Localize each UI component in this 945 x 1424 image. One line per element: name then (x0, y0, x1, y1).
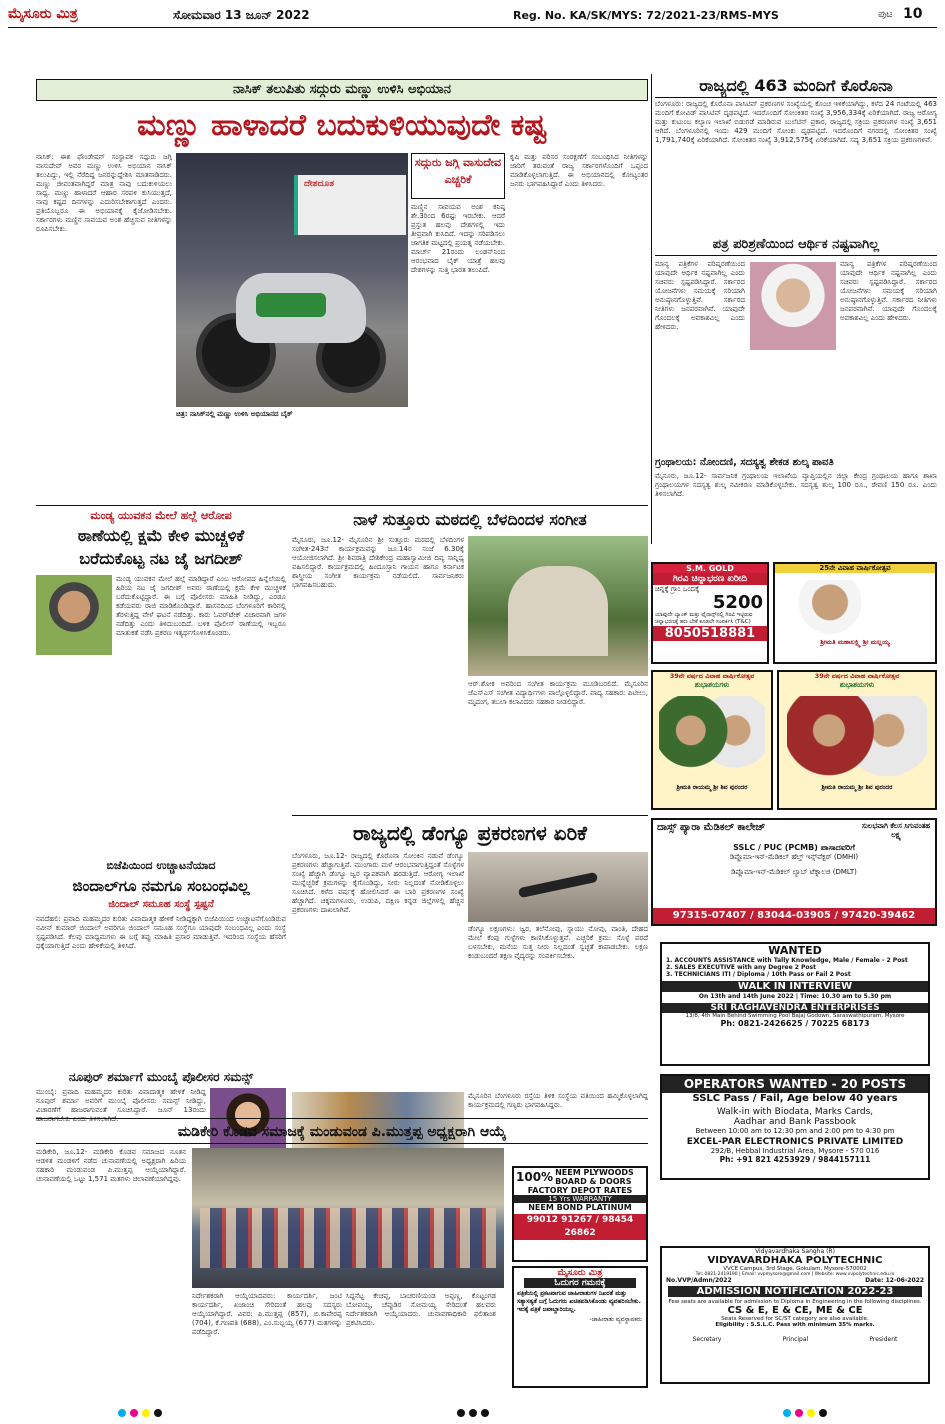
madikeri-col-1 (36, 1148, 186, 1388)
corona-body-text: ಬೆಂಗಳೂರು: ರಾಜ್ಯದಲ್ಲಿ ಕೊರೊನಾ ಪಾಸಿಟಿವ್ ಪ್ರಕರಣಗಳ ಸಂಖ್ಯೆಯಲ್ಲಿ ಕೊಂಚ ಇಳಿಕೆಯಾಗಿದ್ದು, ಕಳೆದ 24 ಗಂಟೆಯಲ್ಲಿ 463 ಮಂದಿಗೆ ಕೋವಿಡ್ ಪಾಸಿಟಿವ್ ದೃಢಪಟ್ಟಿದೆ. ಇದರೊಂದಿಗೆ ಸೋಂಕಿತರ ಸಂಖ್ಯೆ 3,956,334ಕ್ಕೆ ಏರಿಕೆಯಾಗಿದೆ. ರಾಜ್ಯ ಆರೋಗ್ಯ ಮತ್ತು ಕುಟುಂಬ ಕಲ್ಯಾಣ ಇಲಾಖೆ ಬಿಡುಗಡೆ ಮಾಡಿರುವ ಬುಲೆಟಿನ್ ಪ್ರಕಾರ, ರಾಜ್ಯದಲ್ಲಿ ಸಕ್ರಿಯ ಪ್ರಕರಣಗಳ ಸಂಖ್ಯೆ 3,651 ಆಗಿದೆ. ಬೆಂಗಳೂರಿನಲ್ಲಿ ಇಂದು 429 ಮಂದಿಗೆ ಸೋಂಕು ದೃಢಪಟ್ಟಿದೆ. ಇದರೊಂದಿಗೆ ನಗರದಲ್ಲಿ ಸೋಂಕಿತರ ಸಂಖ್ಯೆ 1,791,740ಕ್ಕೆ ಏರಿಕೆಯಾಗಿದೆ. ಸೋಂಕಿತರ ಸಂಖ್ಯೆ 3,912,575ಕ್ಕೆ ಏರಿಕೆಯಾಗಿದೆ. ಸದ್ಯ 3,651 ಸಕ್ರಿಯ ಪ್ರಕರಣಗಳಿವೆ. (655, 100, 937, 144)
wanted-address: 13/8, 4th Main Behind Swimming Pool Bajaj Godown, Saraswathipuram, Mysore (685, 1013, 905, 1019)
anniv2-subtitle: ಶುಭಾಶಯಗಳು (694, 681, 730, 689)
neem-line-3: FACTORY DEPOT RATES (527, 1186, 633, 1195)
lead-col-4 (510, 153, 648, 501)
paper-name: ಮೈಸೂರು ಮಿತ್ರ (8, 6, 78, 22)
dass-title: ದಾಸ್ಸ್ ಪ್ಯಾರಾ ಮೆಡಿಕಲ್ ಕಾಲೇಜ್ (657, 822, 766, 833)
page-number: 10 (903, 6, 923, 22)
library-body (655, 472, 937, 542)
anniv1-title: 25ನೇ ವಿವಾಹ ವಾರ್ಷಿಕೋತ್ಸವ (775, 564, 935, 573)
anniv3-names: ಶ್ರೀಮತಿ ರಾಯಮ್ಮ ಶ್ರೀ ಶಿವ ಪುರಂದರ (821, 784, 893, 791)
jindal-subhead: ಜಿಂದಾಲ್ ಸಮೂಹ ಸಂಸ್ಥೆ ಸ್ಪಷ್ಟನೆ (108, 899, 214, 910)
anniv3-title: 39ನೇ ವರ್ಷದ ವಿವಾಹ ವಾರ್ಷಿಕೋತ್ಸವ (814, 672, 900, 680)
neem-line-2: BOARD & DOORS (555, 1177, 632, 1186)
dass-phones: 97315-07407 / 83044-03905 / 97420-39462 (653, 908, 935, 924)
anniv1-photo (791, 580, 921, 636)
wanted-title: WANTED (768, 944, 822, 957)
vvp-title: ADMISSION NOTIFICATION 2022-23 (668, 1286, 922, 1297)
lead-col-2-text: ಮಣ್ಣಿನ ಸಾವಯವ ಅಂಶ ಕನಿಷ್ಠ ಶೇ.3ರಿಂದ 6ರಷ್ಟು ಇರಬೇಕು. ಆದರೆ ಪ್ರಸ್ತುತ ಹಲವು ದೇಶಗಳಲ್ಲಿ ಇದು ತೀವ್ರವಾಗಿ ಕುಸಿದಿದೆ. ಇದನ್ನು ಸರಿಪಡಿಸಲು ಜಾಗತಿಕ ಮಟ್ಟದಲ್ಲಿ ಪ್ರಯತ್ನ ನಡೆಯಬೇಕು. ಮಾರ್ಚ್ 21ರಂದು ಲಂಡನ್‌ನಿಂದ ಆರಂಭವಾದ ಬೈಕ್ ಯಾತ್ರೆ ಹಲವು ದೇಶಗಳನ್ನು ಸುತ್ತಿ ಭಾರತ ತಲುಪಿದೆ. (411, 203, 505, 274)
sutturu-headline: ನಾಳೆ ಸುತ್ತೂರು ಮಠದಲ್ಲಿ ಬೆಳದಿಂದಳ ಸಂಗೀತ (353, 510, 587, 529)
masthead (8, 4, 937, 28)
smgold-name: S.M. GOLD (653, 564, 767, 573)
vvp-name: VIDYAVARDHAKA POLYTECHNIC (707, 1255, 883, 1266)
vvp-principal: Principal (782, 1336, 809, 1343)
dass-tag: ಸುಲಭವಾಗಿ ಕೆಲಸ ಸಿಗುವಂತಹ ಲಕ್ಷ್ಯ (861, 822, 931, 839)
pollution-col-2 (840, 260, 937, 450)
dass-college-ad[interactable] (651, 818, 937, 926)
sidebar-title: ಸದ್ಗುರು ಜಗ್ಗಿ ವಾಸುದೇವ ಎಚ್ಚರಿಕೆ (414, 156, 502, 186)
sutturu-photo (468, 536, 648, 676)
banner-text: ದೇಶದೂತ (304, 179, 335, 189)
operators-phone: Ph: +91 821 4253929 / 9844157111 (719, 1155, 871, 1164)
operators-sub: SSLC Pass / Fail, Age below 40 years (692, 1093, 898, 1104)
neem-line-5: NEEM BOND PLATINUM (528, 1203, 632, 1212)
operators-line-2: Aadhar and Bank Passbook (733, 1117, 857, 1127)
madikeri-col-3-text: ಸಿದ್ದನೆಟ್ಟ ಕೇಚಪ್ಪ, ಬಾಚರಣಿಯಂಡ ಅಪ್ಪಣ್ಣ, ಕೊಟ್ಟಂಗಡ ಬೋಪಯ್ಯ, ಚೆಪ್ಪುಡಿರ ಸೋಮಯ್ಯ ಸೇರಿದಂತೆ ಹಲವರು ನಿರ್ದೇಶಕರಾಗಿ ಆಯ್ಕೆಯಾದರು. ಚುನಾವಣಾಧಿಕಾರಿ ಫಲಿತಾಂಶ ಪ್ರಕಟಿಸಿದರು. (346, 1292, 496, 1327)
neem-line-1: NEEM PLYWOODS (555, 1168, 634, 1177)
operators-address: 292/B, Hebbal Industrial Area, Mysore - 570 016 (710, 1147, 880, 1155)
pollution-body-text-2: ಮಾನ್ಯ ಪತ್ರಿಕೆಗಳ ಪರಿಷ್ಕರಣೆಯಿಂದ ಯಾವುದೇ ಆರ್ಥಿಕ ನಷ್ಟವಾಗಿಲ್ಲ ಎಂದು ಸಚಿವರು ಸ್ಪಷ್ಟಪಡಿಸಿದ್ದಾರೆ. ಸರ್ಕಾರದ ಯೋಜನೆಗಳು ಸಮಯಕ್ಕೆ ಸರಿಯಾಗಿ ಅನುಷ್ಠಾನಗೊಳ್ಳುತ್ತಿವೆ. ಸರ್ಕಾರದ ನೀತಿಗಳು ಜನಪರವಾಗಿವೆ. ಯಾವುದೇ ಗೊಂದಲಕ್ಕೆ ಅವಕಾಶವಿಲ್ಲ ಎಂದು ಹೇಳಿದರು. (840, 260, 937, 322)
wanted-phone: Ph: 0821-2426625 / 70225 68173 (720, 1019, 870, 1028)
jagadish-headline-1: ಠಾಣೆಯಲ್ಲಿ ಕ್ಷಮೆ ಕೇಳಿ ಮುಚ್ಚಳಿಕೆ (77, 526, 245, 545)
dass-line-1: SSLC / PUC (PCMB) ಪಾಸಾದವರಿಗೆ (733, 843, 855, 852)
smgold-ad[interactable] (651, 562, 769, 664)
print-register-marks (0, 1402, 945, 1414)
madikeri-col-2 (192, 1292, 342, 1388)
vvp-ref-no: No.VVP/Admn/2022 (666, 1277, 732, 1284)
lead-col-2 (176, 410, 408, 501)
sutturu-col-2 (468, 680, 648, 810)
library-subhead: ಗ್ರಂಥಾಲಯ: ನೋಂದಣಿ, ಸದಸ್ಯತ್ವ ಶೇಕಡ ಶುಲ್ಕ ಪಾವತಿ (655, 457, 834, 468)
notice-title: ಓದುಗರ ಗಮನಕ್ಕೆ (524, 1278, 636, 1288)
dengue-body-2 (468, 925, 648, 1088)
section-rule (36, 505, 648, 506)
sidebar-box (411, 153, 505, 199)
vvp-line-1: Few seats are available for admission to Diploma in Engineering in the following disciplines. (668, 1299, 922, 1305)
dass-line-2: ಡಿಪ್ಲೊಮಾ-ಇನ್-ಮೆಡಿಕಲ್ ಹೆಲ್ತ್ ಇನ್ಸ್‌ಪೆಕ್ಟರ್ (DMHI) (729, 853, 859, 861)
lead-kicker-text: ನಾಸಿಕ್ ತಲುಪಿತು ಸದ್ಗುರು ಮಣ್ಣು ಉಳಿಸಿ ಅಭಿಯಾನ (232, 82, 452, 97)
dass-line-3: ಡಿಪ್ಲೊಮಾ-ಇನ್-ಮೆಡಿಕಲ್ ಲ್ಯಾಬ್ ಟೆಕ್ನಾಲಜಿ (DMLT) (731, 868, 857, 876)
jindal-headline: ಜಿಂದಾಲ್‌ಗೂ ನಮಗೂ ಸಂಬಂಧವಿಲ್ಲ (72, 877, 250, 895)
smgold-price: 5200 (712, 592, 763, 613)
sutturu-body-text: ಮೈಸೂರು, ಜೂ.12- ಮೈಸೂರಿನ ಶ್ರೀ ಸುತ್ತೂರು ಮಠದಲ್ಲಿ ಬೆಳದಿಂಗಳ ಸಂಗೀತ-243ನೆ ಕಾರ್ಯಕ್ರಮವನ್ನು ಜೂ.14ರ ಸಂಜೆ 6.30ಕ್ಕೆ ಆಯೋಜಿಸಲಾಗಿದೆ. ಶ್ರೀ ಶಿವರಾತ್ರಿ ದೇಶಿಕೇಂದ್ರ ಮಹಾಸ್ವಾಮೀಜಿ ದಿವ್ಯ ಸಾನ್ನಿಧ್ಯ ವಹಿಸಲಿದ್ದಾರೆ. ಕಾರ್ಯಕ್ರಮದಲ್ಲಿ ಹಿಂದೂಸ್ತಾನಿ ಗಾಯನ ಹಾಗೂ ಕರ್ನಾಟಕ ಶಾಸ್ತ್ರೀಯ ಸಂಗೀತ ಕಾರ್ಯಕ್ರಮ ನಡೆಯಲಿದೆ. ಸಾರ್ವಜನಿಕರು ಭಾಗವಹಿಸಬಹುದು. (292, 536, 464, 589)
madikeri-photo (192, 1148, 504, 1288)
lead-headline: ಮಣ್ಣು ಹಾಳಾದರೆ ಬದುಕುಳಿಯುವುದೇ ಕಷ್ಟ (137, 108, 547, 143)
lead-col-1 (36, 153, 172, 501)
madikeri-headline: ಮಡಿಕೇರಿ ಕೊಡವ ಸಮಾಜಕ್ಕೆ ಮಂಡುವಂಡ ಪಿ.ಮುತ್ತಪ್ಪ ಅಧ್ಯಕ್ಷರಾಗಿ ಆಯ್ಕೆ (36, 1118, 648, 1144)
temple-gate (508, 566, 608, 656)
pollution-body-text: ಮಾನ್ಯ ಪತ್ರಿಕೆಗಳ ಪರಿಷ್ಕರಣೆಯಿಂದ ಯಾವುದೇ ಆರ್ಥಿಕ ನಷ್ಟವಾಗಿಲ್ಲ ಎಂದು ಸಚಿವರು ಸ್ಪಷ್ಟಪಡಿಸಿದ್ದಾರೆ. ಸರ್ಕಾರದ ಯೋಜನೆಗಳು ಸಮಯಕ್ಕೆ ಸರಿಯಾಗಿ ಅನುಷ್ಠಾನಗೊಳ್ಳುತ್ತಿವೆ. ಸರ್ಕಾರದ ನೀತಿಗಳು ಜನಪರವಾಗಿವೆ. ಯಾವುದೇ ಗೊಂದಲಕ್ಕೆ ಅವಕಾಶವಿಲ್ಲ ಎಂದು ಹೇಳಿದರು. (655, 260, 745, 331)
reg-number: Reg. No. KA/SK/MYS: 72/2021-23/RMS-MYS (513, 9, 779, 22)
wanted-item-3: 3. TECHNICIANS ITI / Diploma / 10th Pass or Fail 2 Post (666, 971, 851, 978)
group-people (200, 1208, 496, 1268)
lead-photo (176, 153, 408, 407)
sutturu-body (292, 536, 464, 810)
corona-headline: ರಾಜ್ಯದಲ್ಲಿ 463 ಮಂದಿಗೆ ಕೊರೊನಾ (655, 74, 937, 98)
vvp-sangha: Vidyavardhaka Sangha (R) (755, 1248, 835, 1255)
notice-body: ಪತ್ರಿಕೆಯಲ್ಲಿ ಪ್ರಕಟವಾಗುವ ಜಾಹೀರಾತುಗಳ ನಿಖರತೆ ಮತ್ತು ಸತ್ಯಾಸತ್ಯತೆ ಬಗ್ಗೆ ಓದುಗರು ಖಚಿತಪಡಿಸಿಕೊಂಡು ವ್ಯವಹರಿಸಬೇಕು. ಇದಕ್ಕೆ ಪತ್ರಿಕೆ ಜವಾಬ್ದಾರಿಯಲ್ಲ. (517, 1290, 641, 1313)
jagadish-headline-2: ಬರೆದುಕೊಟ್ಟ ನಟ ಜೈ ಜಗದೀಶ್ (79, 549, 243, 568)
lead-kicker (36, 79, 648, 101)
mosquito-icon (518, 872, 598, 898)
anniv3-subtitle: ಶುಭಾಶಯಗಳು (839, 681, 875, 689)
anniversary-ad-3[interactable] (777, 670, 937, 810)
neem-plywood-ad[interactable] (512, 1166, 648, 1262)
sutturu-col-2-text: ಆರ್.ಶೋಕ ಅವರಿಂದ ಸಂಗೀತ ಕಾರ್ಯಕ್ರಮ ಮೂಡಿಬರಲಿದೆ. ಮೈಸೂರಿನ ಜೆಎಸ್‌ಎಸ್ ಸಂಗೀತ ವಿದ್ಯಾರ್ಥಿಗಳು ಪಾಲ್ಗೊಳ್ಳಲಿದ್ದಾರೆ. ವಾದ್ಯ ಸಹಕಾರ: ಪಿಟೀಲು, ಮೃದಂಗ, ತಬಲಾ ಕಲಾವಿದರು ಸಹಕಾರ ನೀಡಲಿದ್ದಾರೆ. (468, 680, 648, 706)
anniversary-ad-1[interactable] (773, 562, 937, 664)
lead-col-3 (411, 203, 505, 501)
wanted-walkin: WALK IN INTERVIEW (662, 981, 928, 992)
smgold-phone: 8050518881 (653, 626, 767, 641)
anniversary-ad-2[interactable] (651, 670, 773, 810)
vvp-line-2: Seats Reserved for SC/ST category are also available. (721, 1316, 869, 1322)
neem-line-4: 15 Yrs WARRANTY (514, 1195, 646, 1203)
vvp-president: President (869, 1336, 898, 1343)
vvp-contact: Tel: 0821-2419190 | Email: vvpmysore@gmail.com | Website: www.vvpolytechnic.edu.in (695, 1272, 895, 1277)
jindal-body (36, 915, 286, 1065)
edition-date: ಸೋಮವಾರ 13 ಜೂನ್ 2022 (173, 8, 310, 22)
madikeri-col-3 (346, 1292, 496, 1388)
wanted-walkin-time: On 13th and 14th June 2022 | Time: 10.30 am to 5.30 pm (698, 993, 892, 1000)
wanted-company: SRI RAGHAVENDRA ENTERPRISES (662, 1003, 928, 1013)
wanted-ad[interactable] (660, 942, 930, 1066)
operators-title: OPERATORS WANTED - 20 POSTS (662, 1076, 928, 1093)
lead-col-1-text: ನಾಸಿಕ್: ಈಶ ಫೌಂಡೇಷನ್ ಸಂಸ್ಥಾಪಕ ಸದ್ಗುರು ಜಗ್ಗಿ ವಾಸುದೇವ್ ಅವರ ಮಣ್ಣು ಉಳಿಸಿ ಅಭಿಯಾನ ನಾಸಿಕ್ ತಲುಪಿದ್ದು, ಇಲ್ಲಿ ನೆರೆದಿದ್ದ ಜನರನ್ನುದ್ದೇಶಿಸಿ ಮಾತನಾಡಿದರು. ಮಣ್ಣು ಜೀವಂತವಾಗಿದ್ದರೆ ಮಾತ್ರ ನಾವು ಬದುಕುಳಿಯಲು ಸಾಧ್ಯ. ಮಣ್ಣು ಹಾಳಾದರೆ ಆಹಾರ ಸರಪಳಿ ಕುಸಿಯುತ್ತದೆ, ನಾವು ಕಷ್ಟದ ದಿನಗಳನ್ನು ಎದುರಿಸಬೇಕಾಗುತ್ತದೆ ಎಂದರು. ಪ್ರತಿಯೊಬ್ಬರೂ ಈ ಅಭಿಯಾನಕ್ಕೆ ಕೈಜೋಡಿಸಬೇಕು. ಸರ್ಕಾರಗಳು ಮಣ್ಣಿನ ಸಾವಯವ ಅಂಶ ಹೆಚ್ಚಿಸುವ ನೀತಿಗಳನ್ನು ರೂಪಿಸಬೇಕು. (36, 153, 172, 233)
page-label: ಪುಟ (878, 9, 893, 20)
vvp-line-3: Eligibility : S.S.L.C. Pass with minimum 35% marks. (715, 1322, 875, 1328)
pollution-col-1 (655, 260, 745, 450)
anniv2-names: ಶ್ರೀಮತಿ ರಾಯಮ್ಮ ಶ್ರೀ ಶಿವ ಪುರಂದರ (676, 784, 748, 791)
operators-company: EXCEL-PAR ELECTRONICS PRIVATE LIMITED (686, 1137, 904, 1147)
notice-masthead: ಮೈಸೂರು ಮಿತ್ರ (557, 1268, 603, 1278)
anniv2-photo (659, 696, 765, 782)
anniv2-title: 39ನೇ ವರ್ಷದ ವಿವಾಹ ವಾರ್ಷಿಕೋತ್ಸವ (669, 672, 755, 680)
smgold-line2: ಚಿನ್ನಕ್ಕೆ ಗ್ರಾಂ ಒಂದಕ್ಕೆ (655, 585, 700, 593)
smgold-line1: ಗಿರವಿ ಚಿನ್ನಾಭರಣ ಖರೀದಿ (653, 573, 767, 585)
dengue-col-2-text: ಡೆಂಗ್ಯೂ ಲಕ್ಷಣಗಳು: ಜ್ವರ, ತಲೆನೋವು, ಸ್ನಾಯು ನೋವು, ವಾಂತಿ, ದೇಹದ ಮೇಲೆ ಕೆಂಪು ಗುಳ್ಳೆಗಳು ಕಾಣಿಸಿಕೊಳ್ಳುತ್ತವೆ. ಎಚ್ಚರಿಕೆ ಕ್ರಮ: ಸೊಳ್ಳೆ ಪರದೆ ಬಳಸಬೇಕು, ಮನೆಯ ಸುತ್ತ ನೀರು ನಿಲ್ಲದಂತೆ ಸ್ವಚ್ಛತೆ ಕಾಪಾಡಬೇಕು. ಲಕ್ಷಣ ಕಂಡುಬಂದರೆ ತಕ್ಷಣ ವೈದ್ಯರನ್ನು ಸಂಪರ್ಕಿಸಬೇಕು. (468, 925, 648, 960)
corona-body (655, 100, 937, 228)
vvp-secretary: Secretary (692, 1336, 722, 1343)
lead-col-3-text: ಕೃಷಿ ಮತ್ತು ಪರಿಸರ ಸಂರಕ್ಷಣೆಗೆ ಸಂಬಂಧಿಸಿದ ನೀತಿಗಳನ್ನು ಜಾರಿಗೆ ತರುವಂತೆ ರಾಜ್ಯ ಸರ್ಕಾರಗಳೊಂದಿಗೆ ಒಪ್ಪಂದ ಮಾಡಿಕೊಳ್ಳಲಾಗುತ್ತಿದೆ. ಈ ಅಭಿಯಾನದಲ್ಲಿ ಕೋಟ್ಯಂತರ ಜನರು ಭಾಗವಹಿಸಿದ್ದಾರೆ ಎಂದು ತಿಳಿಸಿದರು. (510, 153, 648, 188)
jagadish-body (116, 575, 286, 855)
dengue-headline: ರಾಜ್ಯದಲ್ಲಿ ಡೆಂಗ್ಯೂ ಪ್ರಕರಣಗಳ ಏರಿಕೆ (292, 815, 648, 849)
madikeri-body-text: ಮಡಿಕೇರಿ, ಜೂ.12- ಮಡಿಕೇರಿ ಕೊಡವ ಸಮಾಜದ ನೂತನ ಆಡಳಿತ ಮಂಡಳಿಗೆ ನಡೆದ ಚುನಾವಣೆಯಲ್ಲಿ ಅಧ್ಯಕ್ಷರಾಗಿ ಹಿರಿಯ ಸಹಕಾರಿ ಮಂಡುವಂಡ ಪಿ.ಮುತ್ತಪ್ಪ ಆಯ್ಕೆಯಾಗಿದ್ದಾರೆ. ಚುನಾವಣೆಯಲ್ಲಿ ಒಟ್ಟು 1,571 ಮತಗಳು ಚಲಾವಣೆಯಾಗಿದ್ದವು. (36, 1148, 186, 1183)
minister-photo (750, 262, 836, 350)
operators-line-1: Walk-in with Biodata, Marks Cards, (716, 1107, 874, 1117)
operators-line-3: Between 10:00 am to 12:30 pm and 2:00 pm to 4:30 pm (695, 1127, 895, 1135)
jindal-body-text: ನವದೆಹಲಿ: ಪ್ರವಾದಿ ಮಹಮ್ಮದರ ಕುರಿತು ವಿವಾದಾತ್ಮಕ ಹೇಳಿಕೆ ನೀಡಿದ್ದಕ್ಕಾಗಿ ಬಿಜೆಪಿಯಿಂದ ಉಚ್ಚಾಟನೆಗೊಂಡಿರುವ ನವೀನ್ ಕುಮಾರ್ ಜಿಂದಾಲ್ ಅವರಿಗೂ ಜಿಂದಾಲ್ ಸಮೂಹ ಸಂಸ್ಥೆಗೂ ಯಾವುದೇ ಸಂಬಂಧವಿಲ್ಲ ಎಂದು ಸಂಸ್ಥೆ ಸ್ಪಷ್ಟಪಡಿಸಿದೆ. ಕೆಲವು ಮಾಧ್ಯಮಗಳು ಈ ಬಗ್ಗೆ ತಪ್ಪು ಮಾಹಿತಿ ಪ್ರಸಾರ ಮಾಡುತ್ತಿವೆ. ಇದರಿಂದ ಸಂಸ್ಥೆಯ ಹೆಸರಿಗೆ ಧಕ್ಕೆಯಾಗುತ್ತಿದೆ ಎಂದು ಹೇಳಿಕೆಯಲ್ಲಿ ತಿಳಿಸಿದೆ. (36, 915, 286, 950)
library-body-text: ಮೈಸೂರು, ಜೂ.12- ಸಾರ್ವಜನಿಕ ಗ್ರಂಥಾಲಯ ಇಲಾಖೆಯ ವ್ಯಾಪ್ತಿಯಲ್ಲಿನ ಜಿಲ್ಲಾ ಕೇಂದ್ರ ಗ್ರಂಥಾಲಯ ಹಾಗೂ ಶಾಖಾ ಗ್ರಂಥಾಲಯಗಳ ಸದಸ್ಯತ್ವ ಶುಲ್ಕ ನವೀಕರಣ ಮಾಡಿಕೊಳ್ಳಬೇಕು. ಸದಸ್ಯತ್ವ ಶುಲ್ಕ 100 ರೂ., ಠೇವಣಿ 150 ರೂ. ಎಂದು ತಿಳಿಸಲಾಗಿದೆ. (655, 472, 937, 498)
jagadish-photo (36, 575, 112, 655)
nupur-body-text: ಮುಂಬೈ: ಪ್ರವಾದಿ ಮಹಮ್ಮದರ ಕುರಿತು ವಿವಾದಾತ್ಮಕ ಹೇಳಿಕೆ ನೀಡಿದ್ದ ನೂಪುರ್ ಶರ್ಮಾ ಅವರಿಗೆ ಮುಂಬೈ ಪೊಲೀಸರು ಸಮನ್ಸ್ ನೀಡಿದ್ದು, ವಿಚಾರಣೆಗೆ ಹಾಜರಾಗುವಂತೆ ಸೂಚಿಸಿದ್ದಾರೆ. ಜೂನ್ 13ರಂದು ಹಾಜರಾಗಬೇಕು ಎಂದು ತಿಳಿಸಲಾಗಿದೆ. (36, 1088, 206, 1123)
jagadish-kicker: ಮಂಡ್ಯ ಯುವಕನ ಮೇಲೆ ಹಲ್ಲೆ ಆರೋಪ (90, 509, 232, 522)
motorcycle (196, 243, 386, 393)
vvp-address: VVCE Campus, 3rd Stage, Gokulam, Mysore-570002 (723, 1266, 867, 1272)
vvp-branches: CS & E, E & CE, ME & CE (727, 1305, 863, 1316)
vvp-date: Date: 12-06-2022 (865, 1277, 924, 1284)
anniv3-photo (787, 696, 927, 782)
smgold-line3: ಯಾವುದೇ ಬ್ಯಾಂಕ್ ಮತ್ತು ಫೈನಾನ್ಸ್‌ನಲ್ಲಿ ಗಿರವಿ ಇಟ್ಟಿರುವ ಚಿನ್ನಾಭರಣಕ್ಕೆ ಹಣ ಬೇಕೆ ಕೂಡಲೇ ಸಂಪರ್ಕಿಸಿ (T&C) (655, 612, 753, 625)
lead-photo-caption: ಚಿತ್ರ: ನಾಸಿಕ್‌ನಲ್ಲಿ ಮಣ್ಣು ಉಳಿಸಿ ಅಭಿಯಾನದ ಬೈಕ್ (176, 410, 293, 418)
wanted-item-1: 1. ACCOUNTS ASSISTANCE with Tally Knowledge, Male / Female - 2 Post (666, 957, 908, 964)
neem-phones: 99012 91267 / 98454 26862 (514, 1214, 646, 1240)
wanted-item-2: 2. SALES EXECUTIVE with any Degree 2 Post (666, 964, 816, 971)
column-rule (651, 74, 652, 544)
dengue-body-1 (292, 852, 464, 1088)
operators-ad[interactable] (660, 1074, 930, 1180)
dengue-body-text: ಬೆಂಗಳೂರು, ಜೂ.12- ರಾಜ್ಯದಲ್ಲಿ ಕೊರೊನಾ ಸೋಂಕಿನ ನಡುವೆ ಡೆಂಗ್ಯೂ ಪ್ರಕರಣಗಳು ಹೆಚ್ಚಾಗುತ್ತಿವೆ. ಮುಂಗಾರು ಮಳೆ ಆರಂಭವಾಗುತ್ತಿದ್ದಂತೆ ಸೊಳ್ಳೆಗಳ ಸಂಖ್ಯೆ ಹೆಚ್ಚಾಗಿ ಡೆಂಗ್ಯೂ ಜ್ವರ ವ್ಯಾಪಕವಾಗಿ ಹರಡುತ್ತಿದೆ. ಆರೋಗ್ಯ ಇಲಾಖೆ ಮುನ್ನೆಚ್ಚರಿಕೆ ಕ್ರಮಗಳನ್ನು ಕೈಗೊಂಡಿದ್ದು, ನೀರು ನಿಲ್ಲದಂತೆ ನೋಡಿಕೊಳ್ಳಲು ಸೂಚಿಸಿದೆ. ಕಳೆದ ವರ್ಷಕ್ಕೆ ಹೋಲಿಸಿದರೆ ಈ ಬಾರಿ ಪ್ರಕರಣಗಳ ಸಂಖ್ಯೆ ಹೆಚ್ಚಾಗಿದೆ. ಚಿಕ್ಕಮಗಳೂರು, ಉಡುಪಿ, ದಕ್ಷಿಣ ಕನ್ನಡ ಜಿಲ್ಲೆಗಳಲ್ಲಿ ಹೆಚ್ಚಿನ ಪ್ರಕರಣಗಳು ದಾಖಲಾಗಿವೆ. (292, 852, 464, 914)
anniv1-names: ಶ್ರೀಮತಿ ಮಹಾಲಕ್ಷ್ಮಿ ಶ್ರೀ ಮಲ್ಲಯ್ಯ (820, 638, 890, 646)
notice-sign: -ಜಾಹೀರಾತು ವ್ಯವಸ್ಥಾಪಕರು (589, 1316, 642, 1323)
reader-notice (512, 1266, 648, 1388)
jagadish-body-text: ಮಂಡ್ಯ ಯುವಕನ ಮೇಲೆ ಹಲ್ಲೆ ಮಾಡಿದ್ದಾರೆ ಎಂಬ ಆರೋಪದ ಹಿನ್ನೆಲೆಯಲ್ಲಿ ಹಿರಿಯ ನಟ ಜೈ ಜಗದೀಶ್ ಅವರು ಠಾಣೆಯಲ್ಲಿ ಕ್ಷಮೆ ಕೇಳಿ ಮುಚ್ಚಳಿಕೆ ಬರೆದುಕೊಟ್ಟಿದ್ದಾರೆ. ಈ ಬಗ್ಗೆ ಪೊಲೀಸರು ಮಾಹಿತಿ ನೀಡಿದ್ದು, ಎರಡೂ ಕಡೆಯವರು ರಾಜಿ ಮಾಡಿಕೊಂಡಿದ್ದಾರೆ. ಹಾಸನದಿಂದ ಬೆಂಗಳೂರಿಗೆ ಕಾರಿನಲ್ಲಿ ತೆರಳುತ್ತಿದ್ದ ವೇಳೆ ಘಟನೆ ನಡೆದಿತ್ತು. ಕಾರು ಓವರ್‌ಟೇಕ್ ವಿಚಾರವಾಗಿ ಜಗಳ ನಡೆದಿತ್ತು ಎಂದು ತಿಳಿದುಬಂದಿದೆ. ಬಳಿಕ ಪೊಲೀಸ್ ಠಾಣೆಯಲ್ಲಿ ಇಬ್ಬರೂ ಮಾತುಕತೆ ನಡೆಸಿ ಪ್ರಕರಣ ಇತ್ಯರ್ಥಗೊಳಿಸಿಕೊಂಡರು. (116, 575, 286, 637)
jindal-kicker: ಬಿಜೆಪಿಯಿಂದ ಉಚ್ಚಾಟನೆಯಾದ (106, 859, 216, 872)
event-caption-text: ಮೈಸೂರಿನ ಬೆಂಗಳೂರು ರಸ್ತೆಯ ತಿಳಿಕ ಸಂಸ್ಥೆಯ ವತಿಯಿಂದ ಹಮ್ಮಿಕೊಳ್ಳಲಾಗಿದ್ದ ಕಾರ್ಯಕ್ರಮದಲ್ಲಿ ಗಣ್ಯರು ಭಾಗವಹಿಸಿದ್ದರು. (468, 1092, 648, 1109)
madikeri-col-2-text: ನಿರ್ದೇಶಕರಾಗಿ ಆಯ್ಕೆಯಾದವರು: ಕಾರ್ಯದರ್ಶಿ, ಜಂಟಿ ಕಾರ್ಯದರ್ಶಿ, ಖಜಾಂಚಿ ಸೇರಿದಂತೆ ಹಲವು ಸದಸ್ಯರು ಆಯ್ಕೆಯಾಗಿದ್ದಾರೆ. ವಿವರ: ಪಿ.ಮುತ್ತಪ್ಪ (857), ಬಿ.ಕಾವೇರಪ್ಪ (704), ಕೆ.ಗಣಪತಿ (688), ಎಂ.ಸುಬ್ಬಯ್ಯ (677) ಮತಗಳನ್ನು ಪಡೆದಿದ್ದಾರೆ. (192, 1292, 342, 1336)
neem-pct: 100% (516, 1170, 554, 1184)
pollution-headline: ಪತ್ರ ಪರಿಶ್ರಣೆಯಿಂದ ಆರ್ಥಿಕ ನಷ್ಟವಾಗಿಲ್ಲ (655, 234, 937, 256)
nupur-headline: ನೂಪುರ್ ಶರ್ಮಾಗೆ ಮುಂಬೈ ಪೊಲೀಸರ ಸಮನ್ಸ್ (68, 1070, 254, 1084)
mosquito-photo (468, 852, 648, 922)
vvp-admission-ad[interactable] (660, 1246, 930, 1384)
